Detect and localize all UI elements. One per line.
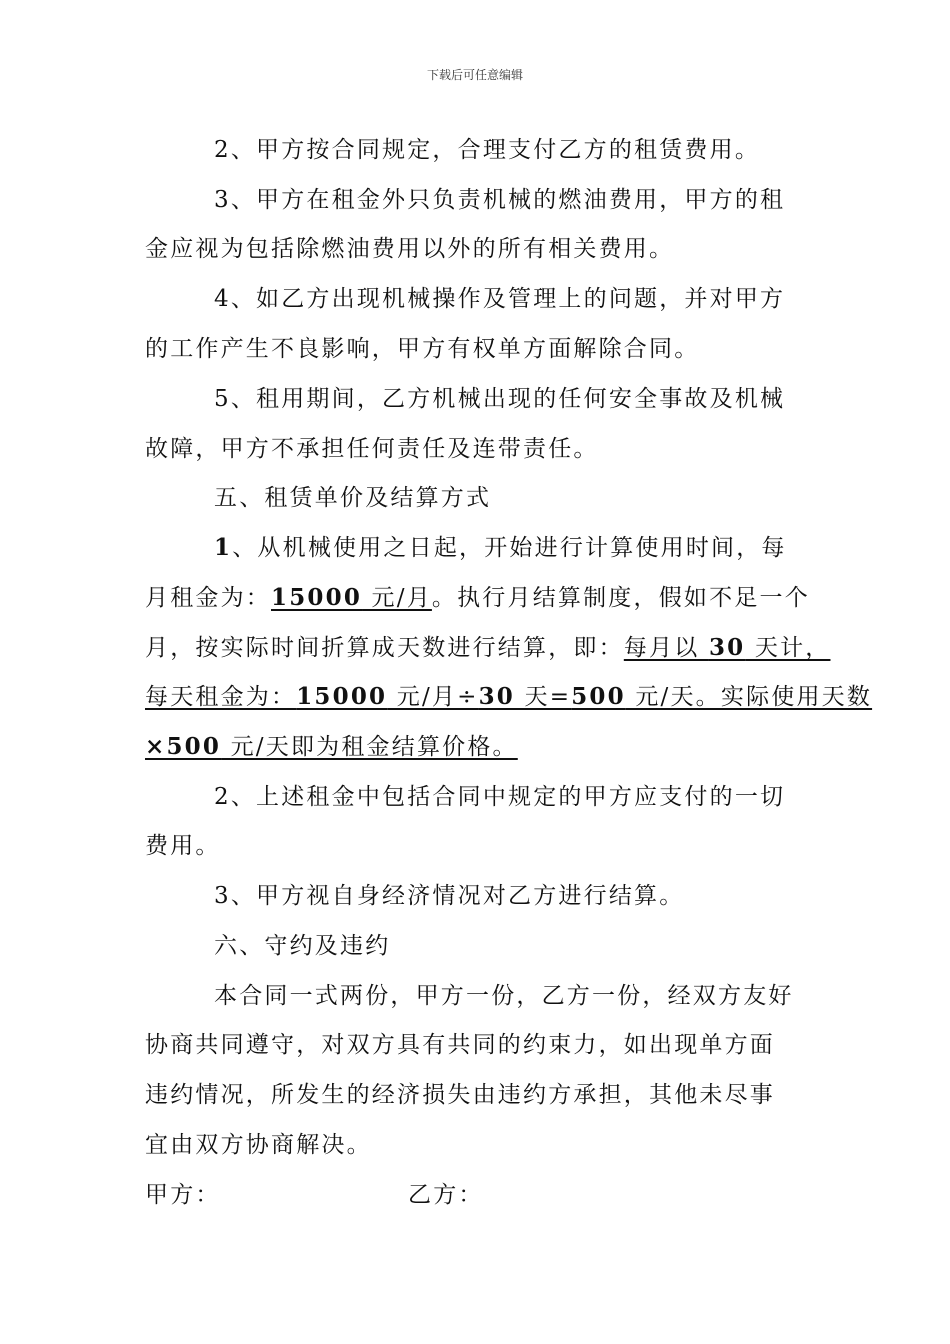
page-header: 下载后可任意编辑 xyxy=(426,68,523,82)
underlined-calculation: ×500 元/天即为租金结算价格。 xyxy=(145,733,518,760)
clause-text: 月，按实际时间折算成天数进行结算，即： xyxy=(145,635,624,661)
clause-line: 故障，甲方不承担任何责任及连带责任。 xyxy=(145,436,599,462)
clause-line: 违约情况，所发生的经济损失由违约方承担，其他未尽事 xyxy=(145,1082,775,1108)
clause-line xyxy=(214,533,787,563)
clause-line: 的工作产生不良影响，甲方有权单方面解除合同。 xyxy=(145,336,700,362)
clause-line xyxy=(145,583,810,613)
clause-line: 金应视为包括除燃油费用以外的所有相关费用。 xyxy=(145,236,675,262)
clause-line: 费用。 xyxy=(145,833,221,859)
clause-line: 2、上述租金中包括合同中规定的甲方应支付的一切 xyxy=(214,784,786,810)
clause-line: 5、租用期间，乙方机械出现的任何安全事故及机械 xyxy=(214,386,786,412)
clause-text: 月租金为： xyxy=(145,585,271,611)
clause-line: 协商共同遵守，对双方具有共同的约束力，如出现单方面 xyxy=(145,1032,775,1058)
clause-text: 、从机械使用之日起，开始进行计算使用时间，每 xyxy=(232,535,787,561)
clause-line: 2、甲方按合同规定，合理支付乙方的租赁费用。 xyxy=(214,137,761,163)
party-b-signature-label: 乙方： xyxy=(408,1182,484,1208)
clause-number: 1 xyxy=(214,534,233,561)
clause-line: 3、甲方视自身经济情况对乙方进行结算。 xyxy=(214,883,685,909)
clause-text: 。执行月结算制度，假如不足一个 xyxy=(431,585,810,611)
underlined-calculation: 每天租金为：15000 元/月÷30 天=500 元/天。实际使用天数 xyxy=(145,683,873,710)
underlined-calculation: 每月以 30 天计， xyxy=(623,634,831,661)
clause-line: 本合同一式两份，甲方一份，乙方一份，经双方友好 xyxy=(214,983,794,1009)
clause-line: 3、甲方在租金外只负责机械的燃油费用，甲方的租 xyxy=(214,187,786,213)
clause-line xyxy=(145,633,830,663)
clause-line: 宜由双方协商解决。 xyxy=(145,1132,372,1158)
monthly-rent-value: 15000 元/月 xyxy=(271,584,432,611)
section-heading: 六、守约及违约 xyxy=(214,933,391,959)
section-heading: 五、租赁单价及结算方式 xyxy=(214,485,492,511)
party-a-signature-label: 甲方： xyxy=(145,1182,221,1208)
clause-line: 4、如乙方出现机械操作及管理上的问题，并对甲方 xyxy=(214,286,786,312)
